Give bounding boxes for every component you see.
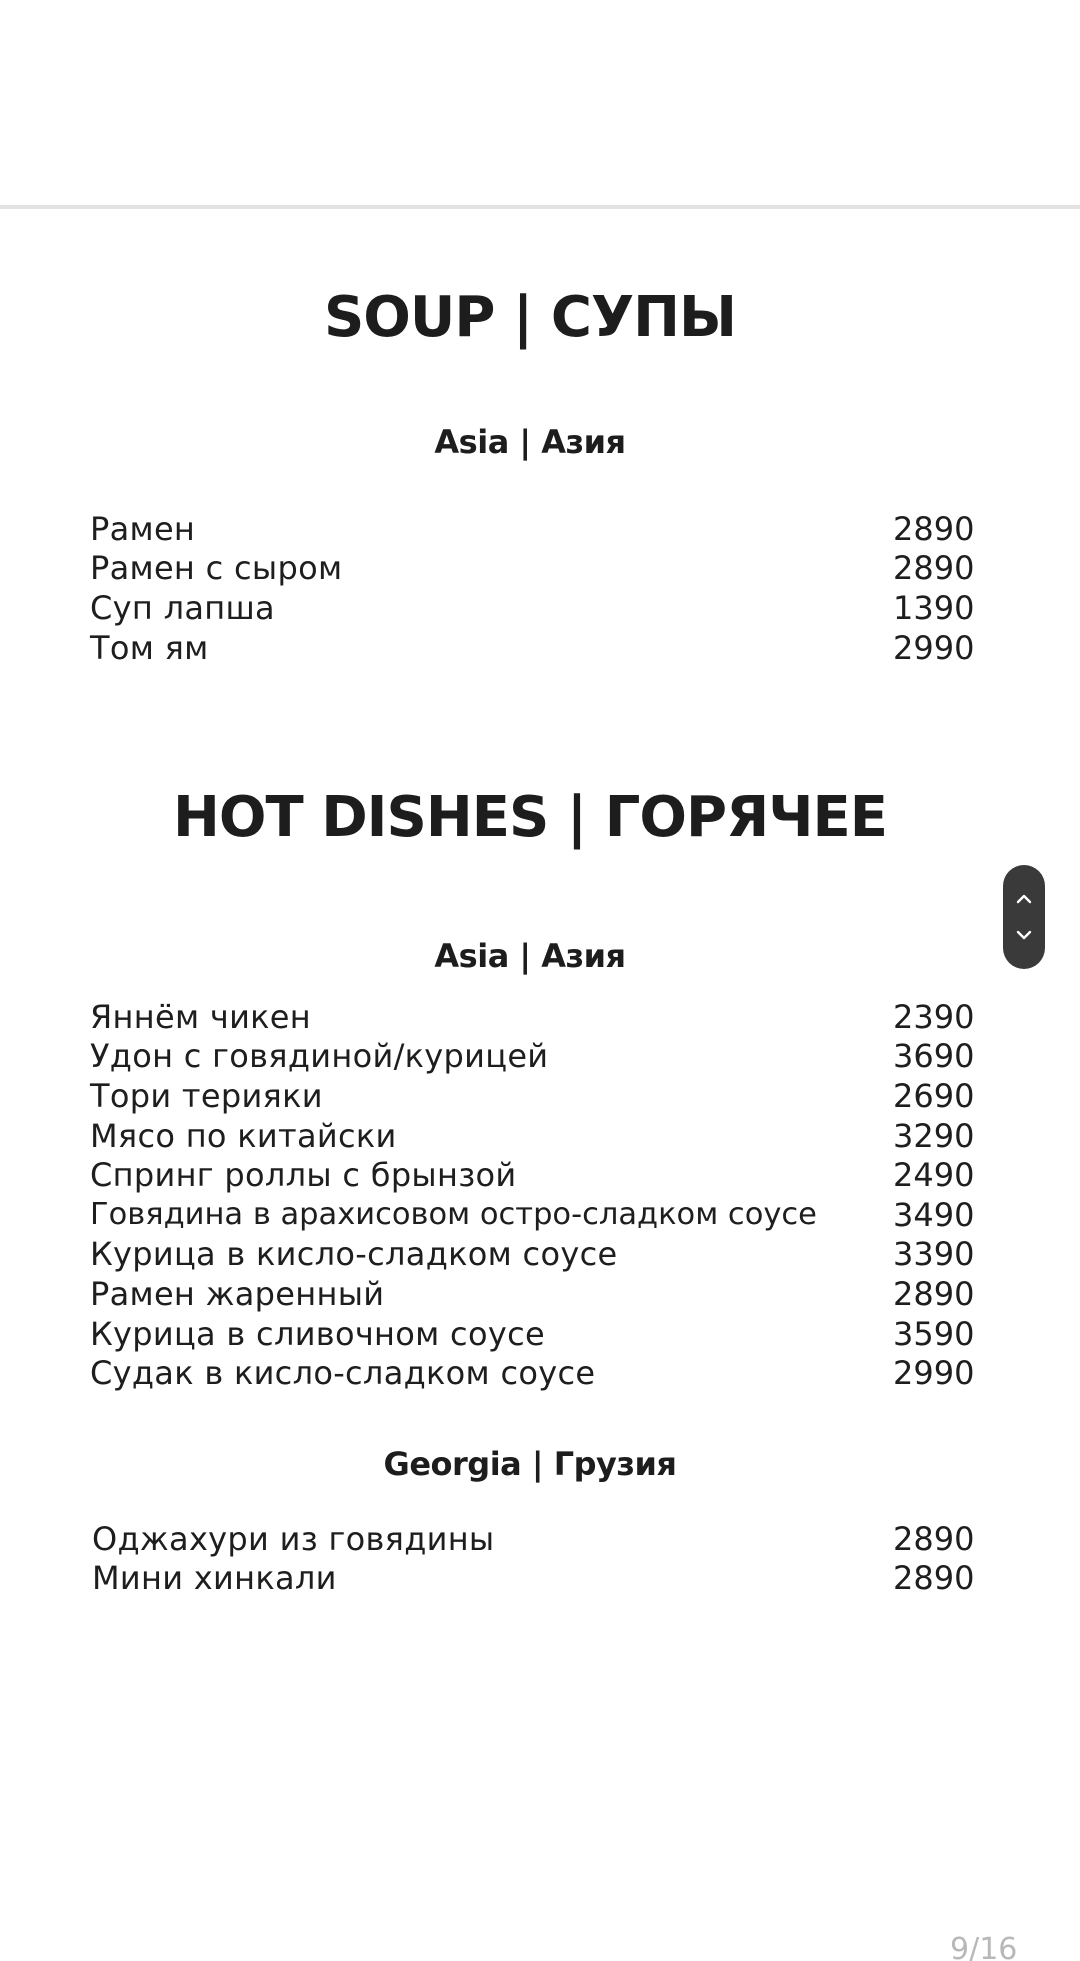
item-price: 2990 xyxy=(893,1354,975,1393)
group-title-hot-georgia: Georgia | Грузия xyxy=(383,1445,677,1483)
menu-page[interactable] xyxy=(0,209,1080,1961)
item-price: 2990 xyxy=(893,628,975,667)
list-item xyxy=(90,1235,975,1275)
item-price: 2390 xyxy=(893,997,975,1036)
list-item xyxy=(90,1353,975,1393)
list-item xyxy=(90,1314,975,1354)
item-price: 3490 xyxy=(893,1195,975,1234)
list-item xyxy=(90,1037,975,1077)
item-name: Говядина в арахисовом остро-сладком соусе xyxy=(90,1197,817,1233)
list-item xyxy=(92,1559,975,1599)
page-scroll-control[interactable] xyxy=(1003,865,1045,969)
item-name: Том ям xyxy=(90,628,209,667)
section-title-hot-dishes: HOT DISHES | ГОРЯЧЕЕ xyxy=(173,785,887,850)
list-item xyxy=(90,1116,975,1156)
item-name: Мини хинкали xyxy=(92,1559,337,1598)
page-indicator: 9/16 xyxy=(950,1932,1018,1961)
list-item xyxy=(90,1274,975,1314)
item-name: Рамен xyxy=(90,509,196,548)
item-price: 3690 xyxy=(893,1037,975,1076)
item-name: Удон с говядиной/курицей xyxy=(90,1037,549,1076)
item-name: Спринг роллы с брынзой xyxy=(90,1156,517,1195)
list-item xyxy=(90,1195,975,1235)
list-item xyxy=(90,1155,975,1195)
item-price: 3290 xyxy=(893,1116,975,1155)
item-price: 2890 xyxy=(893,1274,975,1313)
item-name: Суп лапша xyxy=(90,588,275,627)
item-name: Яннём чикен xyxy=(90,997,312,1036)
item-price: 2690 xyxy=(893,1076,975,1115)
section-title-soup: SOUP | СУПЫ xyxy=(323,285,737,350)
hot-asia-list xyxy=(90,997,975,1393)
item-price: 3390 xyxy=(893,1235,975,1274)
list-item xyxy=(90,997,975,1037)
item-name: Тори терияки xyxy=(90,1076,323,1115)
list-item xyxy=(92,1519,975,1559)
group-title-hot-asia: Asia | Азия xyxy=(434,937,626,975)
list-item xyxy=(90,628,975,668)
item-name: Курица в кисло-сладком соусе xyxy=(90,1235,618,1274)
hot-georgia-list xyxy=(92,1519,975,1598)
list-item xyxy=(90,588,975,628)
item-price: 2890 xyxy=(893,1519,975,1558)
item-price: 2490 xyxy=(893,1156,975,1195)
item-name: Судак в кисло-сладком соусе xyxy=(90,1354,596,1393)
list-item xyxy=(90,1076,975,1116)
soup-asia-list xyxy=(90,509,975,667)
scroll-up-button[interactable] xyxy=(1009,884,1039,914)
group-title-soup-asia: Asia | Азия xyxy=(434,423,626,461)
item-price: 2890 xyxy=(893,1559,975,1598)
item-name: Курица в сливочном соусе xyxy=(90,1314,545,1353)
chevron-down-icon xyxy=(1014,928,1034,942)
item-name: Рамен с сыром xyxy=(90,549,343,588)
item-price: 2890 xyxy=(893,549,975,588)
item-name: Мясо по китайски xyxy=(90,1116,397,1155)
item-price: 3590 xyxy=(893,1314,975,1353)
item-name: Оджахури из говядины xyxy=(92,1519,495,1558)
list-item xyxy=(90,509,975,549)
chevron-up-icon xyxy=(1014,892,1034,906)
item-price: 2890 xyxy=(893,509,975,548)
item-price: 1390 xyxy=(893,588,975,627)
scroll-down-button[interactable] xyxy=(1009,920,1039,950)
list-item xyxy=(90,549,975,589)
item-name: Рамен жаренный xyxy=(90,1274,385,1313)
